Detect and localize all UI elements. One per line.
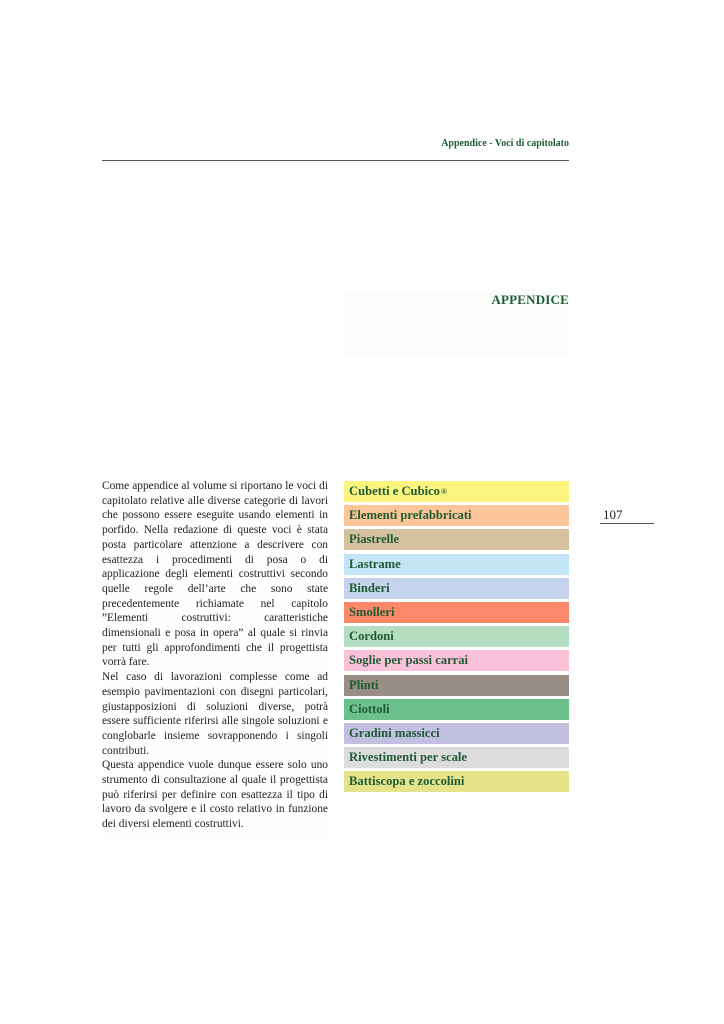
index-item-label: Lastrame [349,556,401,571]
index-item-label: Plinti [349,677,379,692]
index-item-label: Rivestimenti per scale [349,750,467,765]
index-item[interactable] [344,602,569,623]
index-item[interactable] [344,554,569,575]
page-number-rule [600,523,654,524]
index-item[interactable] [344,578,569,599]
index-item[interactable] [344,675,569,696]
registered-mark: ® [440,487,447,496]
intro-text [102,479,328,842]
index-item-label: Ciottoli [349,701,390,716]
index-item-label: Piastrelle [349,532,400,547]
running-header: Appendice - Voci di capitolato [441,138,569,149]
index-item[interactable] [344,771,569,792]
index-item-label: Binderi [349,580,390,595]
index-item-label: Cordoni [349,629,394,644]
intro-paragraph: Nel caso di lavorazioni complesse come ad esempio pavimentazioni con disegni particolari, giustapposizioni di soluzioni diverse, potrà essere sufficiente riferirsi alle singole soluzioni e conglobarle insieme sovrapponendo i singoli contributi. [102,671,328,757]
index-item-label: Smolleri [349,604,395,619]
intro-paragraph: Come appendice al volume si riportano le voci di capitolato relative alle diverse categorie di lavori che possono essere eseguite usando elementi in porfido. Nella redazione di queste voci è stata posta particolare attenzione a descrivere con esattezza i procedimenti di posa o di applicazione degli elementi costruttivi secondo quelle regole dell’arte che sono state precedentemente richiamate nel capitolo ”Elementi costruttivi: caratteristiche dimensionali e posa in opera” al quale si rinvia per tutti gli approfondimenti che il progettista vorrà fare. [102,480,328,669]
index-item[interactable] [344,723,569,744]
index-item[interactable] [344,529,569,550]
index-item[interactable] [344,505,569,526]
page-number: 107 [603,507,623,522]
intro-paragraph: Questa appendice vuole dunque essere solo uno strumento di consultazione al quale il progettista può riferirsi per definire con esattezza il tipo di lavoro da svolgere e il costo relativo in funzione dei diversi elementi costruttivi. [102,759,328,831]
header-divider [102,160,569,161]
index-item-label: Battiscopa e zoccolini [349,774,465,789]
index-item[interactable] [344,626,569,647]
section-title: APPENDICE [491,292,569,307]
index-item-label: Elementi prefabbricati [349,508,472,523]
index-item[interactable] [344,650,569,671]
index-item[interactable] [344,699,569,720]
index-item-label: Cubetti e Cubico [349,484,440,498]
chapter-index [344,481,569,795]
index-item-label: Soglie per passi carrai [349,653,469,668]
index-item-label: Gradini massicci [349,725,440,740]
index-item[interactable] [344,747,569,768]
index-item[interactable] [344,481,569,502]
